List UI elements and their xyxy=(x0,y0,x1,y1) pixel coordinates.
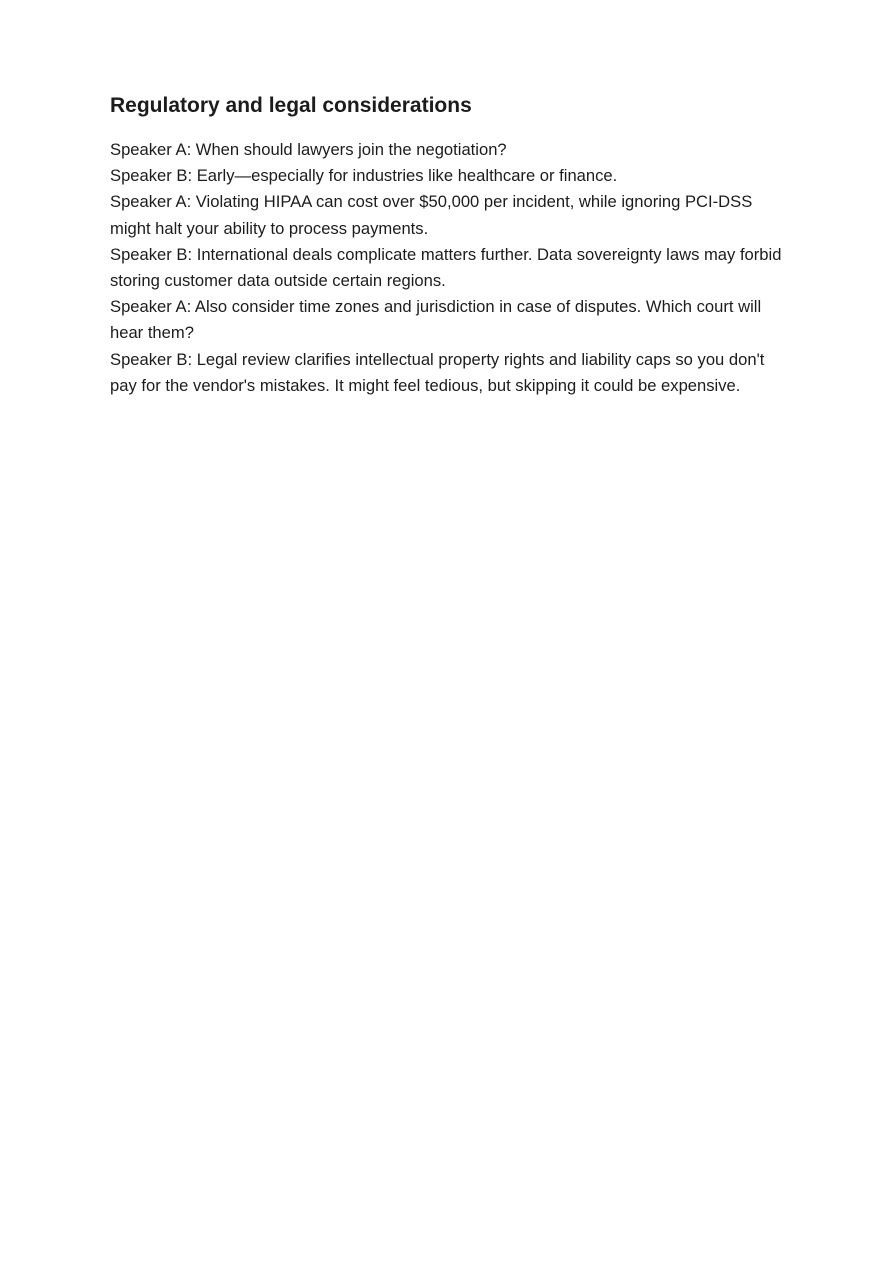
dialogue-line: Speaker B: Early—especially for industries like healthcare or finance. xyxy=(110,166,618,186)
document-page xyxy=(110,91,790,399)
section-heading: Regulatory and legal considerations xyxy=(110,94,472,117)
dialogue-line: Speaker A: When should lawyers join the negotiation? xyxy=(110,140,507,159)
dialogue-line: Speaker B: International deals complicate matters further. Data sovereignty laws may forbid storing customer data outside certain regions. xyxy=(110,244,782,291)
dialogue-transcript xyxy=(110,137,790,399)
dialogue-line: Speaker B: Legal review clarifies intellectual property rights and liability caps so you don't pay for the vendor's mistakes. It might feel tedious, but skipping it could be expensive. xyxy=(110,349,765,395)
dialogue-line: Speaker A: Also consider time zones and jurisdiction in case of disputes. Which court will hear them? xyxy=(110,297,762,343)
dialogue-line: Speaker A: Violating HIPAA can cost over $50,000 per incident, while ignoring PCI-DSS might halt your ability to process payments. xyxy=(110,192,753,238)
